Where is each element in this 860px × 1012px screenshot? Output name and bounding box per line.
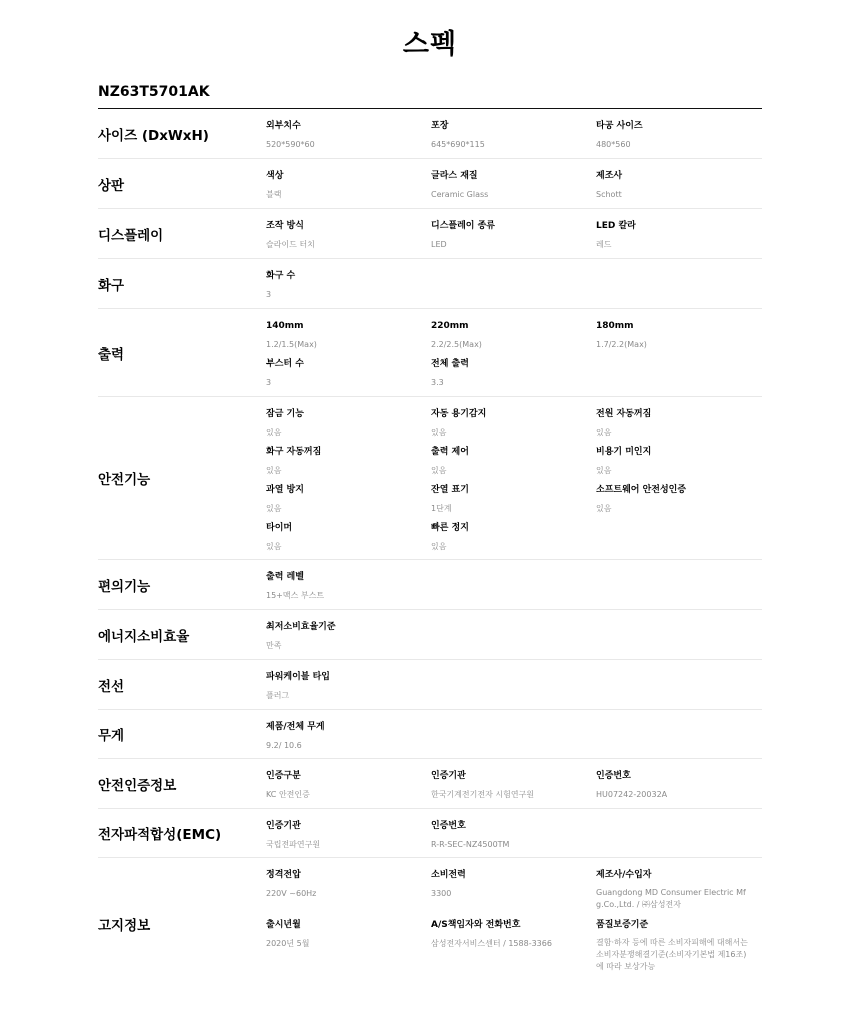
spec-label: LED 칼라	[596, 221, 636, 231]
spec-value: 블랙	[266, 190, 282, 199]
spec-label: 출력 제어	[431, 447, 469, 457]
spec-value: HU07242-20032A	[596, 790, 668, 799]
spec-value: 480*560	[596, 140, 631, 149]
spec-value: 15+맥스 부스트	[266, 591, 325, 600]
spec-value: 있음	[431, 466, 447, 475]
spec-label: 타공 사이즈	[596, 121, 643, 131]
spec-value: 2.2/2.5(Max)	[431, 340, 482, 349]
spec-value: 3	[266, 290, 272, 299]
spec-label: 인증번호	[596, 771, 631, 781]
spec-item	[266, 671, 426, 702]
spec-item	[266, 484, 426, 515]
spec-value: 한국기계전기전자 시험연구원	[431, 790, 535, 799]
spec-value: 삼성전자서비스센터 / 1588-3366	[431, 939, 552, 948]
model-number: NZ63T5701AK	[98, 84, 210, 100]
spec-label: 비용기 미인지	[596, 447, 652, 457]
spec-value: 645*690*115	[431, 140, 485, 149]
spec-item	[596, 869, 756, 911]
spec-label: 전체 출력	[431, 359, 469, 369]
spec-value: Schott	[596, 190, 622, 199]
spec-value: 있음	[431, 542, 447, 551]
spec-label: 140mm	[266, 321, 304, 331]
spec-item	[266, 358, 426, 389]
spec-category: 무게	[98, 728, 125, 744]
spec-row	[98, 560, 762, 610]
spec-value: 3.3	[431, 378, 444, 387]
spec-label: 전원 자동꺼짐	[596, 409, 652, 419]
spec-item	[266, 571, 426, 602]
spec-value: 2020년 5월	[266, 939, 310, 948]
spec-value: Ceramic Glass	[431, 190, 489, 199]
spec-label: 출력 레벨	[266, 572, 304, 582]
spec-label: 제조사	[596, 171, 623, 181]
spec-item	[596, 919, 756, 973]
spec-category: 화구	[98, 277, 125, 294]
spec-value: KC 안전인증	[266, 790, 310, 799]
spec-item	[431, 919, 591, 950]
spec-category: 상판	[98, 177, 125, 194]
spec-value: 있음	[596, 504, 612, 513]
spec-label: 부스터 수	[266, 359, 304, 369]
spec-category: 안전기능	[98, 472, 151, 488]
spec-value: 있음	[266, 466, 282, 475]
spec-value: 1단계	[431, 504, 452, 513]
spec-label: 잔열 표기	[431, 485, 469, 495]
spec-item	[431, 770, 591, 801]
spec-value: LED	[431, 240, 447, 249]
spec-row	[98, 809, 762, 858]
spec-value: 9.2/ 10.6	[266, 741, 302, 750]
spec-item	[266, 270, 426, 301]
spec-item	[266, 820, 426, 851]
spec-item	[431, 820, 591, 851]
spec-value: 레드	[596, 240, 612, 249]
spec-category: 에너지소비효율	[98, 628, 190, 645]
spec-item	[266, 721, 426, 752]
spec-category: 사이즈 (DxWxH)	[98, 127, 209, 144]
spec-value: 만족	[266, 641, 282, 650]
spec-label: 글라스 재질	[431, 171, 478, 181]
spec-value: 1.7/2.2(Max)	[596, 340, 647, 349]
spec-label: A/S책임자와 전화번호	[431, 920, 521, 930]
spec-category: 안전인증정보	[98, 777, 177, 794]
spec-item	[266, 408, 426, 439]
spec-row	[98, 660, 762, 710]
spec-item	[266, 320, 426, 351]
spec-category: 디스플레이	[98, 227, 164, 244]
spec-item	[431, 869, 591, 900]
spec-item	[266, 869, 426, 900]
spec-item	[431, 120, 591, 151]
spec-label: 외부치수	[266, 121, 301, 131]
spec-label: 소프트웨어 안전성인증	[596, 485, 687, 495]
spec-item	[596, 770, 756, 801]
page-title: 스펙	[402, 29, 458, 60]
spec-row	[98, 610, 762, 660]
spec-value: 슬라이드 터치	[266, 240, 315, 249]
spec-item	[596, 320, 756, 351]
spec-category: 출력	[98, 346, 125, 363]
spec-category: 편의기능	[98, 578, 151, 595]
spec-value: 있음	[596, 466, 612, 475]
spec-row	[98, 159, 762, 209]
spec-item	[596, 408, 756, 439]
spec-label: 조작 방식	[266, 221, 304, 231]
spec-item	[266, 446, 426, 477]
spec-value: 국립전파연구원	[266, 840, 321, 849]
spec-value: 3	[266, 378, 272, 387]
spec-label: 최저소비효율기준	[266, 622, 336, 632]
spec-item	[596, 446, 756, 477]
spec-item	[431, 408, 591, 439]
spec-value: 결함·하자 등에 따른 소비자피해에 대해서는 소비자분쟁해결기준(소비자기본법 제16조) 에 따라 보상가능	[596, 938, 748, 971]
spec-label: 포장	[431, 121, 449, 131]
spec-label: 디스플레이 종류	[431, 221, 495, 231]
spec-item	[431, 446, 591, 477]
spec-value: 있음	[266, 542, 282, 551]
spec-item	[266, 170, 426, 201]
spec-label: 품질보증기준	[596, 920, 649, 930]
spec-item	[266, 621, 426, 652]
spec-category: 전선	[98, 678, 125, 695]
spec-label: 인증기관	[266, 821, 301, 831]
spec-value: 있음	[266, 504, 282, 513]
spec-label: 잠금 기능	[266, 409, 304, 419]
spec-row	[98, 109, 762, 159]
spec-value: 플러그	[266, 691, 290, 700]
spec-item	[266, 220, 426, 251]
spec-value: R-R-SEC-NZ4500TM	[431, 840, 510, 849]
spec-label: 빠른 정지	[431, 523, 469, 533]
spec-item	[431, 320, 591, 351]
spec-row	[98, 858, 762, 990]
spec-label: 인증번호	[431, 821, 466, 831]
spec-item	[266, 770, 426, 801]
spec-label: 화구 자동꺼짐	[266, 447, 322, 457]
spec-label: 220mm	[431, 321, 469, 331]
spec-label: 소비전력	[431, 870, 466, 880]
spec-label: 180mm	[596, 321, 634, 331]
spec-label: 출시년월	[266, 920, 301, 930]
spec-value: 있음	[266, 428, 282, 437]
spec-category: 고지정보	[98, 918, 151, 934]
spec-row	[98, 259, 762, 309]
spec-row	[98, 759, 762, 809]
spec-label: 타이머	[266, 523, 293, 533]
spec-value: 있음	[431, 428, 447, 437]
spec-label: 화구 수	[266, 271, 296, 281]
spec-item	[596, 220, 756, 251]
spec-value: 520*590*60	[266, 140, 315, 149]
spec-item	[596, 484, 756, 515]
spec-row	[98, 309, 762, 397]
spec-row	[98, 209, 762, 259]
spec-category: 전자파적합성(EMC)	[98, 827, 222, 843]
spec-label: 자동 용기감지	[431, 409, 487, 419]
spec-item	[266, 919, 426, 950]
spec-item	[431, 484, 591, 515]
spec-label: 파워케이블 타입	[266, 672, 330, 682]
spec-value: 3300	[431, 889, 452, 898]
spec-item	[596, 120, 756, 151]
spec-row	[98, 397, 762, 560]
spec-row	[98, 710, 762, 759]
spec-item	[431, 170, 591, 201]
spec-label: 제품/전체 무게	[266, 722, 325, 732]
spec-item	[596, 170, 756, 201]
spec-item	[431, 358, 591, 389]
spec-label: 인증기관	[431, 771, 466, 781]
spec-item	[431, 522, 591, 553]
spec-item	[266, 120, 426, 151]
spec-label: 정격전압	[266, 870, 301, 880]
spec-label: 제조사/수입자	[596, 870, 652, 880]
spec-label: 과열 방지	[266, 485, 304, 495]
spec-item	[266, 522, 426, 553]
spec-value: 1.2/1.5(Max)	[266, 340, 317, 349]
spec-item	[431, 220, 591, 251]
spec-value: 있음	[596, 428, 612, 437]
spec-value: Guangdong MD Consumer Electric Mf g.Co.,Ltd. / ㈜삼성전자	[596, 888, 746, 909]
spec-label: 색상	[266, 171, 284, 181]
spec-value: 220V ~60Hz	[266, 889, 317, 898]
spec-label: 인증구분	[266, 771, 301, 781]
